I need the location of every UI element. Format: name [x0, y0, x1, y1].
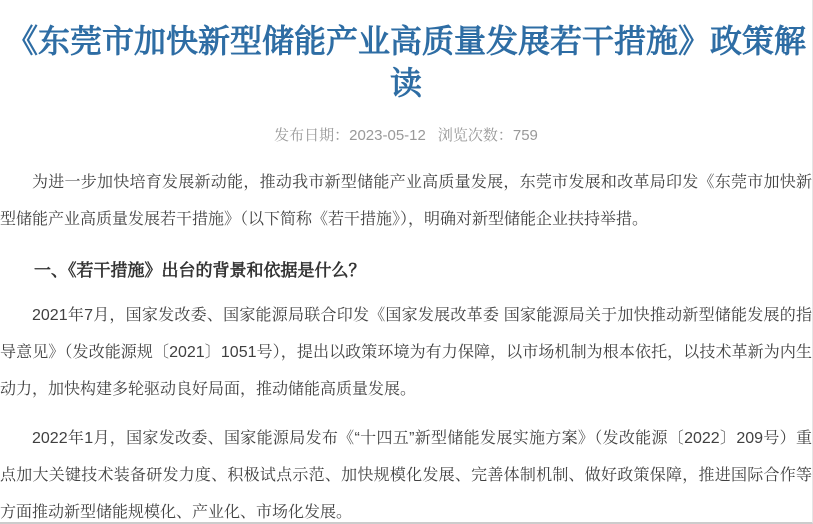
publish-date-value: 2023-05-12 — [349, 127, 426, 144]
article-body — [0, 164, 812, 524]
views-group — [438, 127, 538, 144]
page-title: 《东莞市加快新型储能产业高质量发展若干措施》政策解读 — [6, 23, 807, 101]
article-meta-line — [0, 126, 812, 146]
publish-date-label: 发布日期： — [274, 127, 350, 144]
views-count: 759 — [512, 127, 538, 144]
paragraph-2021-policy: 2021年7月，国家发改委、国家能源局联合印发《国家发展改革委 国家能源局关于加快推动新型储能发展的指导意见》（发改能源规〔2021〕1051号），提出以政策环境为有力保障，以市场机制为根本依托，以技术革新为内生动力，加快构建多轮驱动良好局面，推动储能高质量发展。 — [0, 307, 812, 398]
section-heading-1: 一、《若干措施》出台的背景和依据是什么？ — [34, 261, 366, 280]
views-label: 浏览次数： — [437, 127, 513, 144]
paragraph-intro: 为进一步加快培育发展新动能，推动我市新型储能产业高质量发展，东莞市发展和改革局印发《东莞市加快新型储能产业高质量发展若干措施》（以下简称《若干措施》），明确对新型储能企业扶持举措。 — [0, 174, 812, 228]
paragraph-2022-policy: 2022年1月，国家发改委、国家能源局发布《“十四五”新型储能发展实施方案》（发改能源〔2022〕209号）重点加大关键技术装备研发力度、积极试点示范、加快规模化发展、完善体制机制、做好政策保障，推进国际合作等方面推动新型储能规模化、产业化、市场化发展。 — [0, 430, 812, 521]
